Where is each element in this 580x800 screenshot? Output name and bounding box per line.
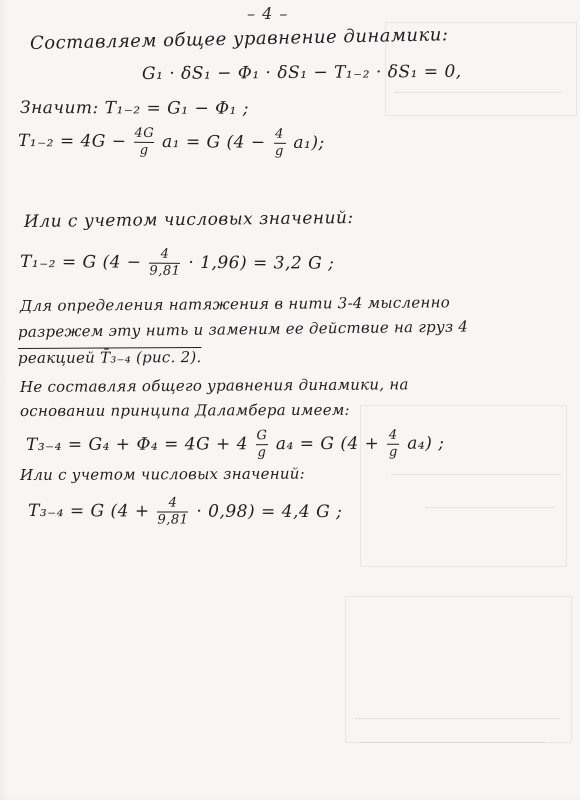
bleed-through-rule-3: [425, 507, 555, 508]
bleed-through-rule-5: [360, 742, 545, 743]
bleed-through-rule-1: [394, 92, 562, 93]
fraction-4-numerator: 4: [168, 495, 178, 511]
fraction-4g-denominator: g: [139, 142, 149, 158]
fraction-981-denominator: 9,81: [149, 263, 181, 279]
tension-3-4-middle: a₄ = G (4 +: [275, 433, 380, 455]
line-no-general-equation: Не составляя общего уравнения динамики, на: [19, 375, 409, 396]
line-dalembert-principle: основании принципа Даламбера имеем:: [19, 400, 350, 420]
fraction-4-numerator: 4: [275, 126, 285, 142]
bleed-through-rule-2: [391, 474, 561, 475]
fraction-4-numerator: 4: [388, 427, 398, 443]
fraction-g-over-g: [256, 429, 268, 460]
fraction-981-denominator: 9,81: [157, 512, 189, 528]
fraction-4-numerator: 4: [160, 246, 170, 262]
line-numeric-values-intro-2: Или с учетом числовых значений:: [19, 464, 306, 484]
line-virtual-work-equation: G₁ · δS₁ − Φ₁ · δS₁ − T₁₋₂ · δS₁ = 0,: [141, 61, 462, 84]
numeric-tension-end: · 1,96) = 3,2 G ;: [188, 252, 335, 274]
line-tension-3-4-intro: Для определения натяжения в нити 3-4 мысленно: [19, 293, 451, 315]
line-tension-3-4-expression: [26, 429, 445, 461]
bleed-through-block-3: [345, 596, 572, 743]
line-tension-result: Значит: T₁₋₂ = G₁ − Φ₁ ;: [19, 98, 250, 119]
fraction-4-denominator: g: [388, 444, 398, 460]
tension-expression-left: T₁₋₂ = 4G −: [17, 131, 127, 152]
line-general-equation-intro: Составляем общее уравнение динамики:: [29, 24, 449, 54]
numeric-tension-left: T₁₋₂ = G (4 −: [19, 252, 142, 273]
fraction-4-over-981: [149, 248, 180, 279]
line-numeric-tension-1-2: [20, 247, 335, 280]
fraction-4g-numerator: 4G: [134, 125, 155, 141]
line-tension-expression: [18, 126, 325, 159]
tension-expression-end: a₁);: [293, 132, 325, 154]
line-numeric-values-intro: Или с учетом числовых значений:: [23, 207, 354, 232]
tension-expression-middle: a₁ = G (4 −: [161, 132, 266, 153]
fraction-4g-over-g: [134, 127, 154, 158]
fraction-4-over-g: [387, 429, 399, 460]
fraction-4-denominator: g: [274, 143, 284, 159]
numeric-tension-3-4-left: T₃₋₄ = G (4 +: [27, 501, 150, 522]
fraction-4-over-g: [273, 128, 285, 159]
line-numeric-tension-3-4: [28, 496, 342, 528]
fraction-g-numerator: G: [256, 428, 268, 444]
page-number: – 4 –: [247, 4, 289, 23]
fraction-4-over-981: [157, 496, 188, 527]
bleed-through-rule-4: [355, 718, 560, 719]
tension-3-4-end: a₄) ;: [407, 433, 445, 454]
tension-3-4-left: T₃₋₄ = G₄ + Φ₄ = 4G + 4: [25, 434, 249, 455]
numeric-tension-3-4-end: · 0,98) = 4,4 G ;: [196, 501, 343, 523]
line-reaction-reference: реакцией T̄₃₋₄ (рис. 2).: [17, 348, 202, 367]
fraction-g-denominator: g: [257, 445, 267, 461]
line-cut-thread-text: разрежем эту нить и заменим ее действие на груз 4: [17, 317, 469, 341]
